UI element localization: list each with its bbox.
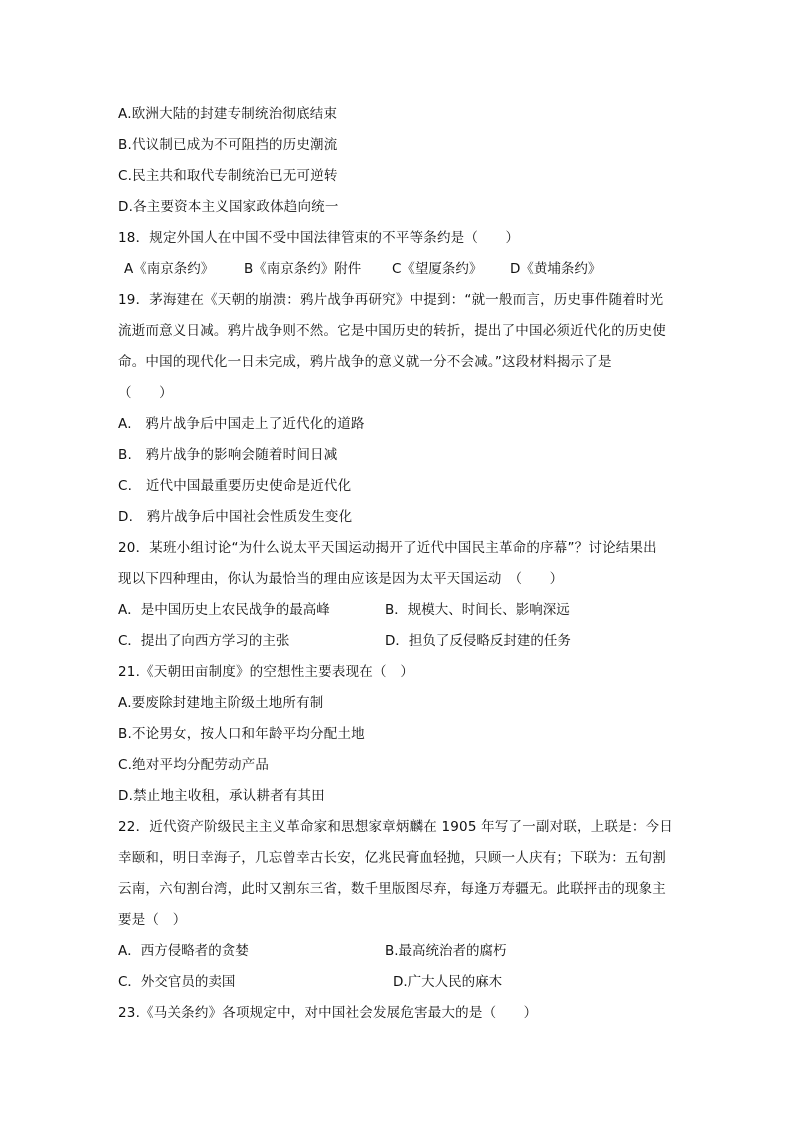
q18-option-b: B《南京条约》附件 [244,261,362,277]
q17-option-d: D.各主要资本主义国家政体趋向统一 [118,199,339,215]
q22-stem-line-4: 要是（ ） [118,912,187,928]
q22-option-d: D.广大人民的麻木 [393,974,503,990]
q17-option-c: C.民主共和取代专制统治已无可逆转 [118,168,338,184]
q20-option-b: B．规模大、时间长、影响深远 [385,602,570,618]
q20-option-d: D．担负了反侵略反封建的任务 [385,633,571,649]
q21-option-d: D.禁止地主收租，承认耕者有其田 [118,788,325,804]
q22-option-b: B.最高统治者的腐朽 [385,943,507,959]
q19-stem-line-3: 命。中国的现代化一日未完成，鸦片战争的意义就一分不会减。”这段材料揭示了是 [118,354,612,370]
q22-stem-line-3: 云南，六旬割台湾，此时又割东三省，数千里版图尽弃，每逢万寿疆无。此联抨击的现象主 [118,881,666,897]
q20-option-c: C．提出了向西方学习的主张 [118,633,290,649]
q19-option-c: C. 近代中国最重要历史使命是近代化 [118,478,352,494]
q20-stem-line-1: 20．某班小组讨论“为什么说太平天国运动揭开了近代中国民主革命的序幕”？讨论结果出 [118,540,657,556]
q18-stem: 18．规定外国人在中国不受中国法律管束的不平等条约是（ ） [118,230,520,246]
q21-stem: 21.《天朝田亩制度》的空想性主要表现在（ ） [118,664,415,680]
q20-stem-line-2: 现以下四种理由，你认为最恰当的理由应该是因为太平天国运动 （ ） [118,571,564,587]
q17-option-a: A.欧洲大陆的封建专制统治彻底结束 [118,106,338,122]
q21-option-c: C.绝对平均分配劳动产品 [118,757,270,773]
q18-option-d: D《黄埔条约》 [510,261,602,277]
q22-stem-line-1: 22．近代资产阶级民主主义革命家和思想家章炳麟在 1905 年写了一副对联，上联是：今日 [118,819,673,835]
q19-option-b: B. 鸦片战争的影响会随着时间日减 [118,447,338,463]
q19-stem-line-1: 19．茅海建在《天朝的崩溃：鸦片战争再研究》中提到：“就一般而言，历史事件随着时光 [118,292,664,308]
q21-option-a: A.要废除封建地主阶级土地所有制 [118,695,324,711]
q20-option-a: A．是中国历史上农民战争的最高峰 [118,602,330,618]
q17-option-b: B.代议制已成为不可阻挡的历史潮流 [118,137,338,153]
q19-stem-line-4: （ ） [118,385,173,401]
q19-stem-line-2: 流逝而意义日减。鸦片战争则不然。它是中国历史的转折，提出了中国必须近代化的历史使 [118,323,666,339]
q18-option-c: C《望厦条约》 [392,261,483,277]
q18-option-a: A《南京条约》 [124,261,215,277]
q23-stem: 23.《马关条约》各项规定中，对中国社会发展危害最大的是（ ） [118,1005,538,1021]
q19-option-a: A. 鸦片战争后中国走上了近代化的道路 [118,416,365,432]
q22-option-a: A．西方侵略者的贪婪 [118,943,249,959]
q19-option-d: D. 鸦片战争后中国社会性质发生变化 [118,509,353,525]
q21-option-b: B.不论男女，按人口和年龄平均分配土地 [118,726,365,742]
q22-stem-line-2: 幸颐和，明日幸海子，几忘曾幸古长安，亿兆民膏血轻抛，只顾一人庆有；下联为：五旬割 [118,850,666,866]
q22-option-c: C．外交官员的卖国 [118,974,236,990]
